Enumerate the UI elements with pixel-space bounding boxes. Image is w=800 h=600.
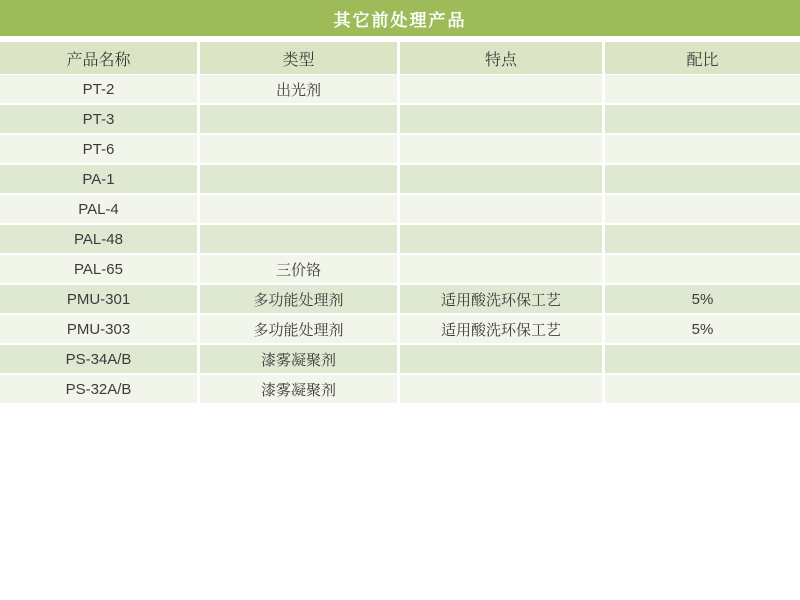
- header-cell-type: 类型: [200, 42, 400, 74]
- header-cell-feature: 特点: [400, 42, 605, 74]
- table-cell: [400, 105, 605, 133]
- table-cell: [605, 135, 800, 163]
- table-cell: 漆雾凝聚剂: [200, 345, 400, 373]
- table-row: [0, 105, 800, 133]
- table-cell: 多功能处理剂: [200, 285, 400, 313]
- table-row: [0, 345, 800, 373]
- table-cell: PT-6: [0, 135, 200, 163]
- table-row: [0, 225, 800, 253]
- table-cell: [400, 345, 605, 373]
- table-cell: [400, 375, 605, 403]
- table-row: [0, 165, 800, 193]
- table-title-bar: [0, 0, 800, 36]
- table-cell: PMU-303: [0, 315, 200, 343]
- table-cell: PMU-301: [0, 285, 200, 313]
- table-row: [0, 255, 800, 283]
- table-title: 其它前处理产品: [333, 10, 467, 30]
- table-cell: 三价铬: [200, 255, 400, 283]
- table-cell: [200, 195, 400, 223]
- table-body: [0, 75, 800, 403]
- table-row: [0, 195, 800, 223]
- table-row: [0, 375, 800, 403]
- table-row: [0, 135, 800, 163]
- table-cell: [400, 195, 605, 223]
- table-cell: [605, 255, 800, 283]
- table-cell: [605, 375, 800, 403]
- table-cell: PAL-48: [0, 225, 200, 253]
- table-cell: 适用酸洗环保工艺: [400, 285, 605, 313]
- table-cell: [400, 75, 605, 103]
- table-cell: PAL-65: [0, 255, 200, 283]
- table-cell: PT-3: [0, 105, 200, 133]
- table-cell: 5%: [605, 315, 800, 343]
- table-cell: [605, 75, 800, 103]
- table-cell: PAL-4: [0, 195, 200, 223]
- table-cell: [605, 105, 800, 133]
- table-cell: 多功能处理剂: [200, 315, 400, 343]
- table-cell: [200, 225, 400, 253]
- table-cell: [605, 165, 800, 193]
- table-cell: [400, 135, 605, 163]
- table-cell: 适用酸洗环保工艺: [400, 315, 605, 343]
- table-cell: PS-34A/B: [0, 345, 200, 373]
- table-cell: 出光剂: [200, 75, 400, 103]
- table-row: [0, 75, 800, 103]
- table-cell: [200, 165, 400, 193]
- table-cell: 漆雾凝聚剂: [200, 375, 400, 403]
- table-cell: [400, 165, 605, 193]
- table-cell: PT-2: [0, 75, 200, 103]
- table-cell: [200, 135, 400, 163]
- header-cell-product-name: 产品名称: [0, 42, 200, 74]
- table-cell: [605, 345, 800, 373]
- table-cell: PA-1: [0, 165, 200, 193]
- header-cell-ratio: 配比: [605, 42, 800, 74]
- table-cell: [605, 225, 800, 253]
- table-cell: [400, 225, 605, 253]
- table-row: [0, 285, 800, 313]
- table-cell: [200, 105, 400, 133]
- table-cell: 5%: [605, 285, 800, 313]
- table-cell: [605, 195, 800, 223]
- table-row: [0, 315, 800, 343]
- table-cell: [400, 255, 605, 283]
- table-cell: PS-32A/B: [0, 375, 200, 403]
- table-header-row: [0, 42, 800, 74]
